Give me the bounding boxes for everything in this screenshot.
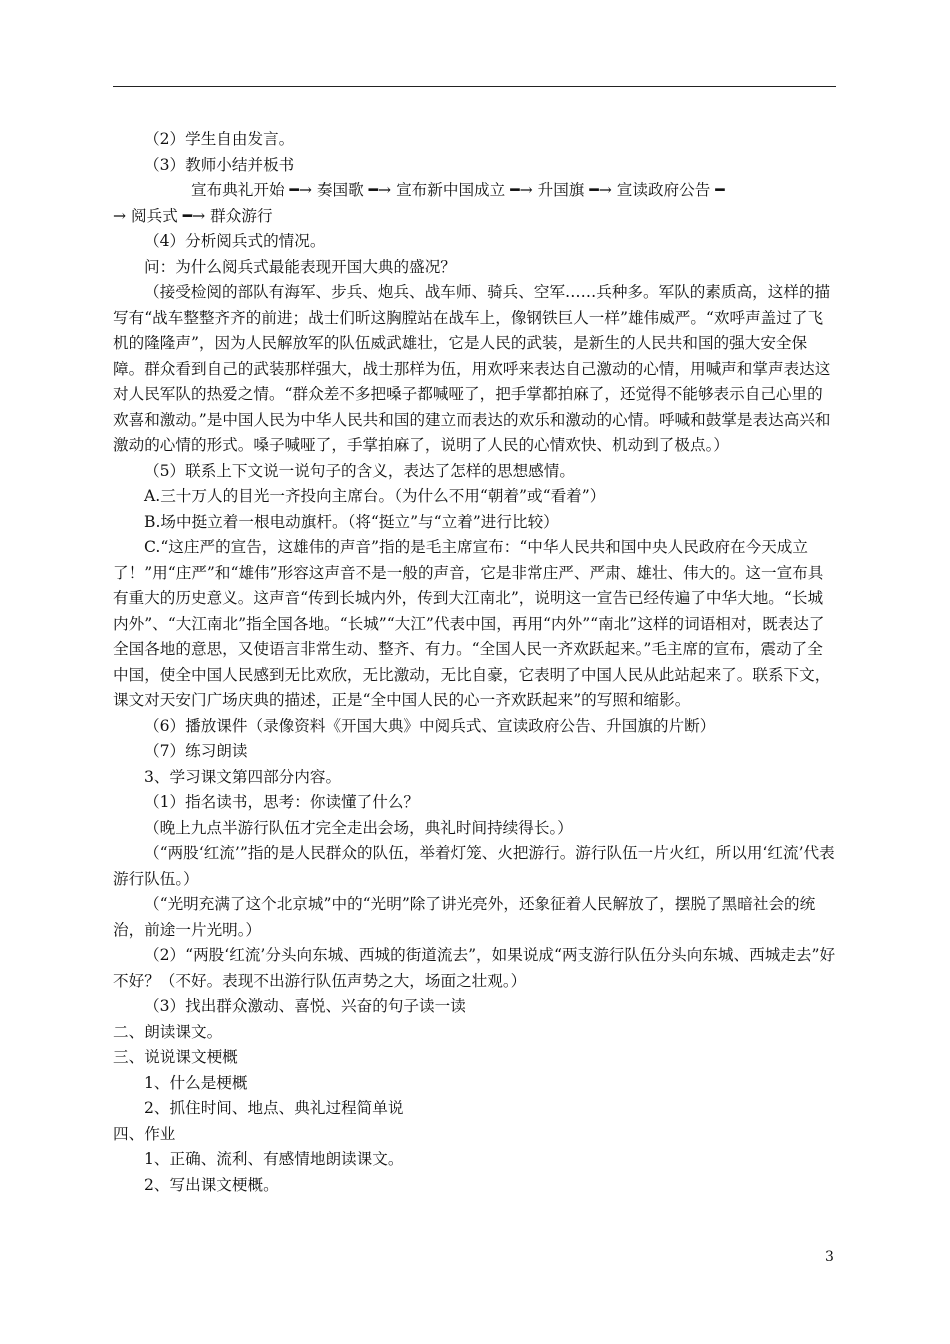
paragraph: 问：为什么阅兵式最能表现开国大典的盛况？ xyxy=(144,257,456,276)
paragraph: 1、正确、流利、有感情地朗读课文。 xyxy=(144,1150,404,1168)
paragraph: （7）练习朗读 xyxy=(144,742,248,760)
paragraph: （3）找出群众激动、喜悦、兴奋的句子读一读 xyxy=(144,997,466,1015)
flow-line: → 阅兵式 ━→ 群众游行 xyxy=(113,206,273,225)
paragraph: （接受检阅的部队有海军、步兵、炮兵、战车师、骑兵、空军……兵种多。军队的素质高，这样的描写有“战车整整齐齐的前进；战士们昕这胸膛站在战车上，像钢铁巨人一样”雄伟威严。“欢呼声盖过了飞机的隆隆声”，因为人民解放军的队伍威武雄壮，它是人民的武装，是新生的人民共和国的强大安全保障。群众看到自己的武装那样强大，战士那样为伍，用欢呼来表达自己激动的心情，用喊声和掌声表达这对人民军队的热爱之情。“群众差不多把嗓子都喊哑了，把手掌都拍麻了，还觉得不能够表示自己心里的欢喜和激动。”是中国人民为中华人民共和国的建立而表达的欢乐和激动的心情。呼喊和鼓掌是表达高兴和激动的心情的形式。嗓子喊哑了，手掌拍麻了，说明了人民的心情欢快、机动到了极点。） xyxy=(113,283,831,454)
section-heading: 二、朗读课文。 xyxy=(113,1022,223,1041)
paragraph: C.“这庄严的宣告，这雄伟的声音”指的是毛主席宣布：“中华人民共和国中央人民政府在今天成立了！”用“庄严”和“雄伟”形容这声音不是一般的声音，它是非常庄严、严肃、雄壮、伟大的。这一宣布具有重大的历史意义。这声音“传到长城内外，传到大江南北”，说明这一宣告已经传遍了中华大地。“长城内外”、“大江南北”指全国各地。“长城”“大江”代表中国，再用“内外”“南北”这样的词语相对，既表达了全国各地的意思，又使语言非常生动、整齐、有力。“全国人民一齐欢跃起来。”毛主席的宣布，震动了全中国，使全中国人民感到无比欢欣，无比激动，无比自豪，它表明了中国人民从此站起来了。联系下文，课文对天安门广场庆典的描述，正是“全中国人民的心一齐欢跃起来”的写照和缩影。 xyxy=(113,538,831,709)
paragraph: 2、抓住时间、地点、典礼过程简单说 xyxy=(144,1099,404,1117)
paragraph: 2、写出课文梗概。 xyxy=(144,1175,279,1194)
paragraph: （6）播放课件（录像资料《开国大典》中阅兵式、宣读政府公告、升国旗的片断） xyxy=(144,716,716,735)
paragraph: （5）联系上下文说一说句子的含义，表达了怎样的思想感情。 xyxy=(144,461,575,480)
paragraph: B.场中挺立着一根电动旗杆。（将“挺立”与“立着”进行比较） xyxy=(144,512,559,531)
paragraph: （晚上九点半游行队伍才完全走出会场，典礼时间持续得长。） xyxy=(144,818,573,837)
paragraph: （4）分析阅兵式的情况。 xyxy=(144,232,326,250)
paragraph: （2）学生自由发言。 xyxy=(144,130,295,148)
document-body xyxy=(113,127,836,1198)
paragraph: 3、学习课文第四部分内容。 xyxy=(144,767,342,786)
page-number: 3 xyxy=(825,1249,834,1265)
paragraph: A.三十万人的目光一齐投向主席台。（为什么不用“朝着”或“看着”） xyxy=(144,487,606,505)
section-heading: 四、作业 xyxy=(113,1124,176,1143)
flow-line: 宣布典礼开始 ━→ 奏国歌 ━→ 宣布新中国成立 ━→ 升国旗 ━→ 宣读政府公告 ━ xyxy=(191,181,725,199)
paragraph: （3）教师小结并板书 xyxy=(144,155,295,174)
paragraph: （“光明充满了这个北京城”中的“光明”除了讲光亮外，还象征着人民解放了，摆脱了黑暗社会的统治，前途一片光明。） xyxy=(113,895,816,939)
section-heading: 三、说说课文梗概 xyxy=(113,1048,238,1066)
paragraph: （1）指名读书，思考：你读懂了什么？ xyxy=(144,793,420,811)
paragraph: 1、什么是梗概 xyxy=(144,1073,248,1092)
paragraph: （“两股‘红流’”指的是人民群众的队伍，举着灯笼、火把游行。游行队伍一片火红，所以用‘红流’代表游行队伍。） xyxy=(113,844,835,888)
header-rule xyxy=(113,86,836,87)
paragraph: （2）“两股‘红流’分头向东城、西城的街道流去”，如果说成“两支游行队伍分头向东城、西城走去”好不好？（不好。表现不出游行队伍声势之大，场面之壮观。） xyxy=(113,946,836,990)
